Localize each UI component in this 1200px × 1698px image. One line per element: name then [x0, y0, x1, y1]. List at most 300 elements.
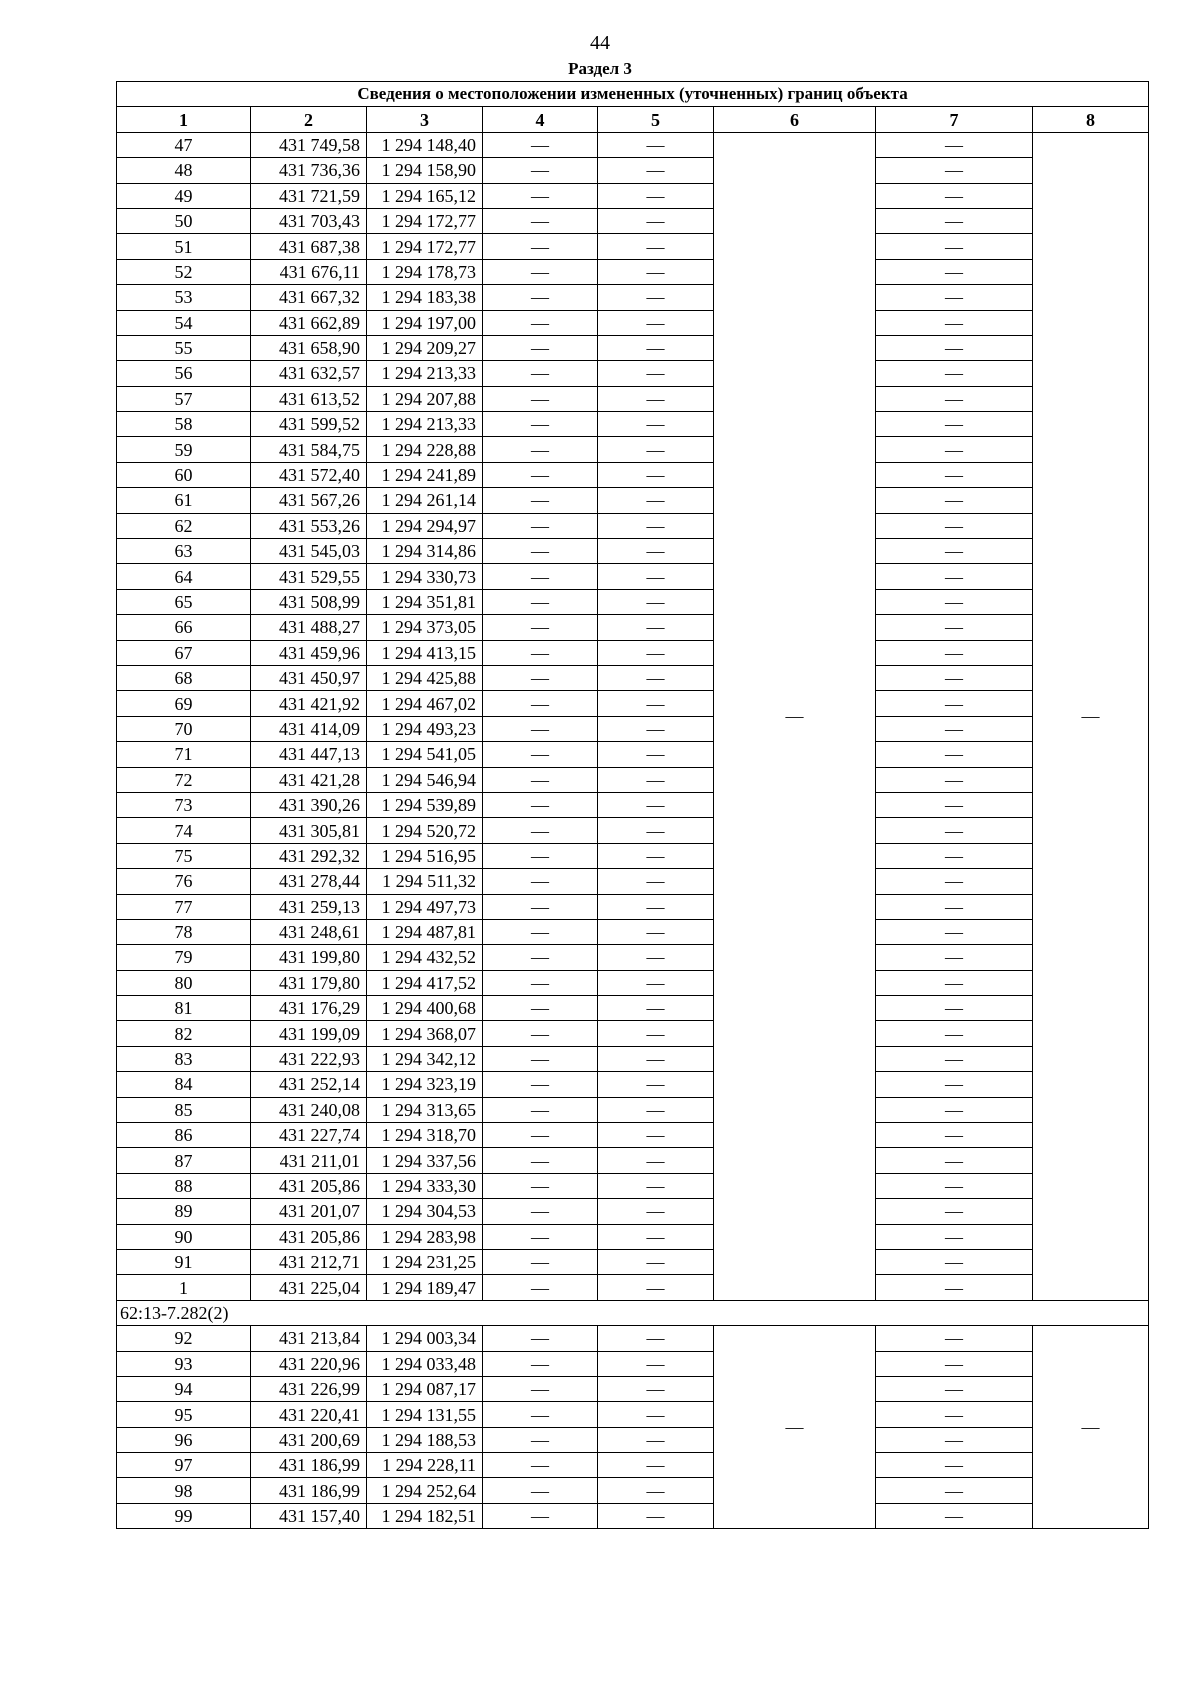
- coordinate-x: 431 225,04: [251, 1275, 367, 1300]
- cell-col-7: —: [876, 665, 1033, 690]
- table-body: [117, 82, 1149, 1529]
- cell-col-5: —: [598, 716, 714, 741]
- point-number: 55: [117, 335, 251, 360]
- coordinate-y: 1 294 304,53: [367, 1199, 483, 1224]
- cell-col-7: —: [876, 386, 1033, 411]
- coordinate-x: 431 421,92: [251, 691, 367, 716]
- coordinate-x: 431 687,38: [251, 234, 367, 259]
- table-row: [117, 1503, 1149, 1528]
- coordinate-y: 1 294 228,88: [367, 437, 483, 462]
- cell-col-5: —: [598, 640, 714, 665]
- coordinate-x: 431 176,29: [251, 996, 367, 1021]
- coordinate-y: 1 294 333,30: [367, 1173, 483, 1198]
- coordinate-y: 1 294 539,89: [367, 792, 483, 817]
- table-row: [117, 488, 1149, 513]
- cell-col-4: —: [483, 1148, 598, 1173]
- coordinate-y: 1 294 487,81: [367, 919, 483, 944]
- point-number: 77: [117, 894, 251, 919]
- cell-col-4: —: [483, 310, 598, 335]
- point-number: 48: [117, 158, 251, 183]
- table-row: [117, 437, 1149, 462]
- coordinate-x: 431 212,71: [251, 1249, 367, 1274]
- coordinate-x: 431 186,99: [251, 1453, 367, 1478]
- point-number: 50: [117, 208, 251, 233]
- point-number: 82: [117, 1021, 251, 1046]
- table-row: [117, 1046, 1149, 1071]
- cell-col-4: —: [483, 919, 598, 944]
- coordinate-x: 431 220,96: [251, 1351, 367, 1376]
- cell-col-5: —: [598, 945, 714, 970]
- coordinate-y: 1 294 183,38: [367, 285, 483, 310]
- cell-col-5: —: [598, 970, 714, 995]
- coordinate-x: 431 226,99: [251, 1376, 367, 1401]
- merged-cell-col-8: —: [1033, 132, 1149, 1300]
- cell-col-7: —: [876, 1224, 1033, 1249]
- coordinate-x: 431 736,36: [251, 158, 367, 183]
- point-number: 58: [117, 412, 251, 437]
- cell-col-7: —: [876, 1097, 1033, 1122]
- coordinate-y: 1 294 351,81: [367, 589, 483, 614]
- coordinate-y: 1 294 172,77: [367, 234, 483, 259]
- cell-col-5: —: [598, 1503, 714, 1528]
- cell-col-4: —: [483, 945, 598, 970]
- page-number: 44: [590, 32, 610, 54]
- coordinate-y: 1 294 413,15: [367, 640, 483, 665]
- table-row: [117, 335, 1149, 360]
- point-number: 85: [117, 1097, 251, 1122]
- cell-col-4: —: [483, 1046, 598, 1071]
- table-row: [117, 1148, 1149, 1173]
- coordinate-x: 431 553,26: [251, 513, 367, 538]
- cell-col-7: —: [876, 919, 1033, 944]
- coordinate-y: 1 294 511,32: [367, 869, 483, 894]
- table-row: [117, 869, 1149, 894]
- point-number: 95: [117, 1402, 251, 1427]
- cell-col-5: —: [598, 1046, 714, 1071]
- cell-col-7: —: [876, 716, 1033, 741]
- group-label: 62:13-7.282(2): [117, 1300, 1149, 1325]
- coordinate-x: 431 584,75: [251, 437, 367, 462]
- cell-col-7: —: [876, 513, 1033, 538]
- table-row: [117, 361, 1149, 386]
- cell-col-5: —: [598, 1123, 714, 1148]
- coordinate-y: 1 294 178,73: [367, 259, 483, 284]
- column-numbers-row: [117, 107, 1149, 132]
- cell-col-4: —: [483, 513, 598, 538]
- point-number: 76: [117, 869, 251, 894]
- coordinate-y: 1 294 417,52: [367, 970, 483, 995]
- cell-col-4: —: [483, 1072, 598, 1097]
- cell-col-4: —: [483, 843, 598, 868]
- cell-col-7: —: [876, 285, 1033, 310]
- cell-col-4: —: [483, 665, 598, 690]
- column-number-1: 1: [117, 107, 251, 132]
- table-title-row: [117, 82, 1149, 107]
- coordinate-y: 1 294 087,17: [367, 1376, 483, 1401]
- cell-col-7: —: [876, 1123, 1033, 1148]
- coordinate-x: 431 211,01: [251, 1148, 367, 1173]
- table-row: [117, 539, 1149, 564]
- table-row: [117, 1224, 1149, 1249]
- coordinate-y: 1 294 323,19: [367, 1072, 483, 1097]
- cell-col-4: —: [483, 818, 598, 843]
- coordinate-x: 431 292,32: [251, 843, 367, 868]
- cell-col-4: —: [483, 1427, 598, 1452]
- cell-col-4: —: [483, 1224, 598, 1249]
- coordinate-y: 1 294 493,23: [367, 716, 483, 741]
- table-row: [117, 919, 1149, 944]
- cell-col-4: —: [483, 361, 598, 386]
- coordinate-y: 1 294 231,25: [367, 1249, 483, 1274]
- coordinate-x: 431 240,08: [251, 1097, 367, 1122]
- coordinate-y: 1 294 188,53: [367, 1427, 483, 1452]
- cell-col-5: —: [598, 1478, 714, 1503]
- point-number: 92: [117, 1326, 251, 1351]
- point-number: 71: [117, 742, 251, 767]
- cell-col-7: —: [876, 615, 1033, 640]
- table-row: [117, 767, 1149, 792]
- cell-col-4: —: [483, 1199, 598, 1224]
- section-title: Раздел 3: [568, 59, 632, 78]
- point-number: 79: [117, 945, 251, 970]
- table-row: [117, 310, 1149, 335]
- cell-col-5: —: [598, 132, 714, 157]
- column-number-7: 7: [876, 107, 1033, 132]
- cell-col-5: —: [598, 615, 714, 640]
- cell-col-4: —: [483, 1123, 598, 1148]
- table-row: [117, 1123, 1149, 1148]
- cell-col-7: —: [876, 1249, 1033, 1274]
- cell-col-4: —: [483, 208, 598, 233]
- cell-col-5: —: [598, 894, 714, 919]
- coordinate-y: 1 294 516,95: [367, 843, 483, 868]
- cell-col-5: —: [598, 1199, 714, 1224]
- cell-col-5: —: [598, 158, 714, 183]
- cell-col-7: —: [876, 894, 1033, 919]
- column-number-2: 2: [251, 107, 367, 132]
- cell-col-7: —: [876, 335, 1033, 360]
- coordinate-x: 431 488,27: [251, 615, 367, 640]
- coordinate-y: 1 294 213,33: [367, 412, 483, 437]
- coordinate-y: 1 294 252,64: [367, 1478, 483, 1503]
- coordinate-y: 1 294 283,98: [367, 1224, 483, 1249]
- point-number: 89: [117, 1199, 251, 1224]
- cell-col-4: —: [483, 259, 598, 284]
- coordinate-x: 431 662,89: [251, 310, 367, 335]
- table-row: [117, 183, 1149, 208]
- coordinate-x: 431 278,44: [251, 869, 367, 894]
- cell-col-7: —: [876, 1376, 1033, 1401]
- cell-col-7: —: [876, 945, 1033, 970]
- coordinate-y: 1 294 342,12: [367, 1046, 483, 1071]
- point-number: 88: [117, 1173, 251, 1198]
- cell-col-5: —: [598, 386, 714, 411]
- coordinate-x: 431 213,84: [251, 1326, 367, 1351]
- cell-col-7: —: [876, 437, 1033, 462]
- coordinate-x: 431 749,58: [251, 132, 367, 157]
- coordinate-y: 1 294 131,55: [367, 1402, 483, 1427]
- table-row: [117, 716, 1149, 741]
- cell-col-4: —: [483, 285, 598, 310]
- cell-col-7: —: [876, 361, 1033, 386]
- table-row: [117, 818, 1149, 843]
- coordinate-x: 431 545,03: [251, 539, 367, 564]
- cell-col-5: —: [598, 843, 714, 868]
- point-number: 1: [117, 1275, 251, 1300]
- cell-col-5: —: [598, 589, 714, 614]
- cell-col-4: —: [483, 1173, 598, 1198]
- cell-col-7: —: [876, 234, 1033, 259]
- table-row: [117, 158, 1149, 183]
- coordinate-y: 1 294 228,11: [367, 1453, 483, 1478]
- cell-col-7: —: [876, 640, 1033, 665]
- point-number: 80: [117, 970, 251, 995]
- coordinate-x: 431 259,13: [251, 894, 367, 919]
- cell-col-7: —: [876, 1275, 1033, 1300]
- cell-col-7: —: [876, 1503, 1033, 1528]
- cell-col-5: —: [598, 564, 714, 589]
- coordinate-x: 431 205,86: [251, 1224, 367, 1249]
- table-row: [117, 945, 1149, 970]
- coordinate-y: 1 294 182,51: [367, 1503, 483, 1528]
- column-number-5: 5: [598, 107, 714, 132]
- cell-col-7: —: [876, 970, 1033, 995]
- cell-col-4: —: [483, 894, 598, 919]
- table-row: [117, 1376, 1149, 1401]
- cell-col-5: —: [598, 1173, 714, 1198]
- cell-col-4: —: [483, 183, 598, 208]
- table-row: [117, 665, 1149, 690]
- group-label-row: [117, 1300, 1149, 1325]
- point-number: 96: [117, 1427, 251, 1452]
- cell-col-5: —: [598, 919, 714, 944]
- coordinate-x: 431 667,32: [251, 285, 367, 310]
- coordinate-x: 431 252,14: [251, 1072, 367, 1097]
- coordinate-y: 1 294 165,12: [367, 183, 483, 208]
- coordinate-x: 431 222,93: [251, 1046, 367, 1071]
- coordinate-y: 1 294 318,70: [367, 1123, 483, 1148]
- point-number: 83: [117, 1046, 251, 1071]
- cell-col-5: —: [598, 1249, 714, 1274]
- point-number: 62: [117, 513, 251, 538]
- coordinate-y: 1 294 541,05: [367, 742, 483, 767]
- column-number-4: 4: [483, 107, 598, 132]
- cell-col-5: —: [598, 691, 714, 716]
- table-row: [117, 1351, 1149, 1376]
- cell-col-7: —: [876, 1351, 1033, 1376]
- point-number: 61: [117, 488, 251, 513]
- point-number: 73: [117, 792, 251, 817]
- cell-col-4: —: [483, 1402, 598, 1427]
- point-number: 51: [117, 234, 251, 259]
- table-row: [117, 996, 1149, 1021]
- cell-col-5: —: [598, 513, 714, 538]
- cell-col-5: —: [598, 1097, 714, 1122]
- cell-col-4: —: [483, 1376, 598, 1401]
- coordinate-y: 1 294 520,72: [367, 818, 483, 843]
- table-row: [117, 132, 1149, 157]
- cell-col-7: —: [876, 996, 1033, 1021]
- coordinate-x: 431 658,90: [251, 335, 367, 360]
- cell-col-4: —: [483, 1478, 598, 1503]
- table-row: [117, 1072, 1149, 1097]
- table-row: [117, 285, 1149, 310]
- coordinate-y: 1 294 003,34: [367, 1326, 483, 1351]
- coordinate-x: 431 179,80: [251, 970, 367, 995]
- table-row: [117, 386, 1149, 411]
- cell-col-5: —: [598, 1326, 714, 1351]
- table-row: [117, 792, 1149, 817]
- cell-col-4: —: [483, 158, 598, 183]
- cell-col-7: —: [876, 208, 1033, 233]
- point-number: 54: [117, 310, 251, 335]
- cell-col-5: —: [598, 1376, 714, 1401]
- cell-col-4: —: [483, 386, 598, 411]
- cell-col-7: —: [876, 1453, 1033, 1478]
- coordinate-y: 1 294 432,52: [367, 945, 483, 970]
- point-number: 91: [117, 1249, 251, 1274]
- table-row: [117, 1173, 1149, 1198]
- cell-col-5: —: [598, 310, 714, 335]
- cell-col-5: —: [598, 412, 714, 437]
- cell-col-4: —: [483, 488, 598, 513]
- point-number: 52: [117, 259, 251, 284]
- coordinate-y: 1 294 158,90: [367, 158, 483, 183]
- coordinate-y: 1 294 241,89: [367, 462, 483, 487]
- coordinate-y: 1 294 373,05: [367, 615, 483, 640]
- coordinate-x: 431 248,61: [251, 919, 367, 944]
- point-number: 75: [117, 843, 251, 868]
- cell-col-7: —: [876, 1326, 1033, 1351]
- coordinate-y: 1 294 213,33: [367, 361, 483, 386]
- table-row: [117, 640, 1149, 665]
- cell-col-5: —: [598, 1453, 714, 1478]
- point-number: 84: [117, 1072, 251, 1097]
- merged-cell-col-6: —: [714, 132, 876, 1300]
- coordinate-y: 1 294 330,73: [367, 564, 483, 589]
- point-number: 53: [117, 285, 251, 310]
- coordinate-y: 1 294 189,47: [367, 1275, 483, 1300]
- table-row: [117, 970, 1149, 995]
- table-row: [117, 1275, 1149, 1300]
- cell-col-5: —: [598, 539, 714, 564]
- cell-col-4: —: [483, 462, 598, 487]
- table-row: [117, 564, 1149, 589]
- cell-col-7: —: [876, 1478, 1033, 1503]
- table-row: [117, 615, 1149, 640]
- coordinate-y: 1 294 368,07: [367, 1021, 483, 1046]
- point-number: 98: [117, 1478, 251, 1503]
- table-row: [117, 412, 1149, 437]
- coordinate-x: 431 721,59: [251, 183, 367, 208]
- point-number: 68: [117, 665, 251, 690]
- cell-col-5: —: [598, 869, 714, 894]
- cell-col-7: —: [876, 310, 1033, 335]
- point-number: 97: [117, 1453, 251, 1478]
- cell-col-5: —: [598, 1427, 714, 1452]
- cell-col-7: —: [876, 564, 1033, 589]
- point-number: 90: [117, 1224, 251, 1249]
- cell-col-5: —: [598, 1351, 714, 1376]
- coordinate-x: 431 199,09: [251, 1021, 367, 1046]
- coordinate-x: 431 186,99: [251, 1478, 367, 1503]
- table-title: Сведения о местоположении измененных (уточненных) границ объекта: [117, 82, 1149, 107]
- table-row: [117, 462, 1149, 487]
- cell-col-7: —: [876, 1402, 1033, 1427]
- cell-col-4: —: [483, 742, 598, 767]
- cell-col-4: —: [483, 234, 598, 259]
- coordinate-x: 431 305,81: [251, 818, 367, 843]
- cell-col-7: —: [876, 818, 1033, 843]
- cell-col-4: —: [483, 716, 598, 741]
- cell-col-4: —: [483, 1249, 598, 1274]
- cell-col-5: —: [598, 1402, 714, 1427]
- cell-col-4: —: [483, 996, 598, 1021]
- point-number: 87: [117, 1148, 251, 1173]
- coordinate-x: 431 414,09: [251, 716, 367, 741]
- table-row: [117, 894, 1149, 919]
- point-number: 57: [117, 386, 251, 411]
- cell-col-4: —: [483, 335, 598, 360]
- table-row: [117, 843, 1149, 868]
- point-number: 49: [117, 183, 251, 208]
- cell-col-7: —: [876, 259, 1033, 284]
- cell-col-7: —: [876, 869, 1033, 894]
- cell-col-4: —: [483, 615, 598, 640]
- coordinate-x: 431 227,74: [251, 1123, 367, 1148]
- table-row: [117, 1326, 1149, 1351]
- cell-col-7: —: [876, 412, 1033, 437]
- coordinate-x: 431 703,43: [251, 208, 367, 233]
- coordinate-y: 1 294 207,88: [367, 386, 483, 411]
- table-row: [117, 513, 1149, 538]
- cell-col-5: —: [598, 208, 714, 233]
- coordinate-y: 1 294 497,73: [367, 894, 483, 919]
- coordinate-y: 1 294 425,88: [367, 665, 483, 690]
- coordinate-x: 431 529,55: [251, 564, 367, 589]
- column-number-8: 8: [1033, 107, 1149, 132]
- coordinate-y: 1 294 337,56: [367, 1148, 483, 1173]
- point-number: 56: [117, 361, 251, 386]
- cell-col-7: —: [876, 767, 1033, 792]
- point-number: 66: [117, 615, 251, 640]
- cell-col-7: —: [876, 1427, 1033, 1452]
- cell-col-7: —: [876, 132, 1033, 157]
- point-number: 60: [117, 462, 251, 487]
- cell-col-5: —: [598, 462, 714, 487]
- coordinate-x: 431 200,69: [251, 1427, 367, 1452]
- cell-col-4: —: [483, 132, 598, 157]
- coordinate-y: 1 294 261,14: [367, 488, 483, 513]
- column-number-3: 3: [367, 107, 483, 132]
- cell-col-7: —: [876, 1199, 1033, 1224]
- table-row: [117, 1199, 1149, 1224]
- cell-col-4: —: [483, 1326, 598, 1351]
- cell-col-4: —: [483, 1021, 598, 1046]
- point-number: 81: [117, 996, 251, 1021]
- cell-col-7: —: [876, 488, 1033, 513]
- point-number: 72: [117, 767, 251, 792]
- cell-col-4: —: [483, 640, 598, 665]
- coordinate-x: 431 676,11: [251, 259, 367, 284]
- point-number: 63: [117, 539, 251, 564]
- cell-col-4: —: [483, 412, 598, 437]
- cell-col-7: —: [876, 1072, 1033, 1097]
- cell-col-5: —: [598, 665, 714, 690]
- cell-col-5: —: [598, 996, 714, 1021]
- table-row: [117, 234, 1149, 259]
- cell-col-4: —: [483, 437, 598, 462]
